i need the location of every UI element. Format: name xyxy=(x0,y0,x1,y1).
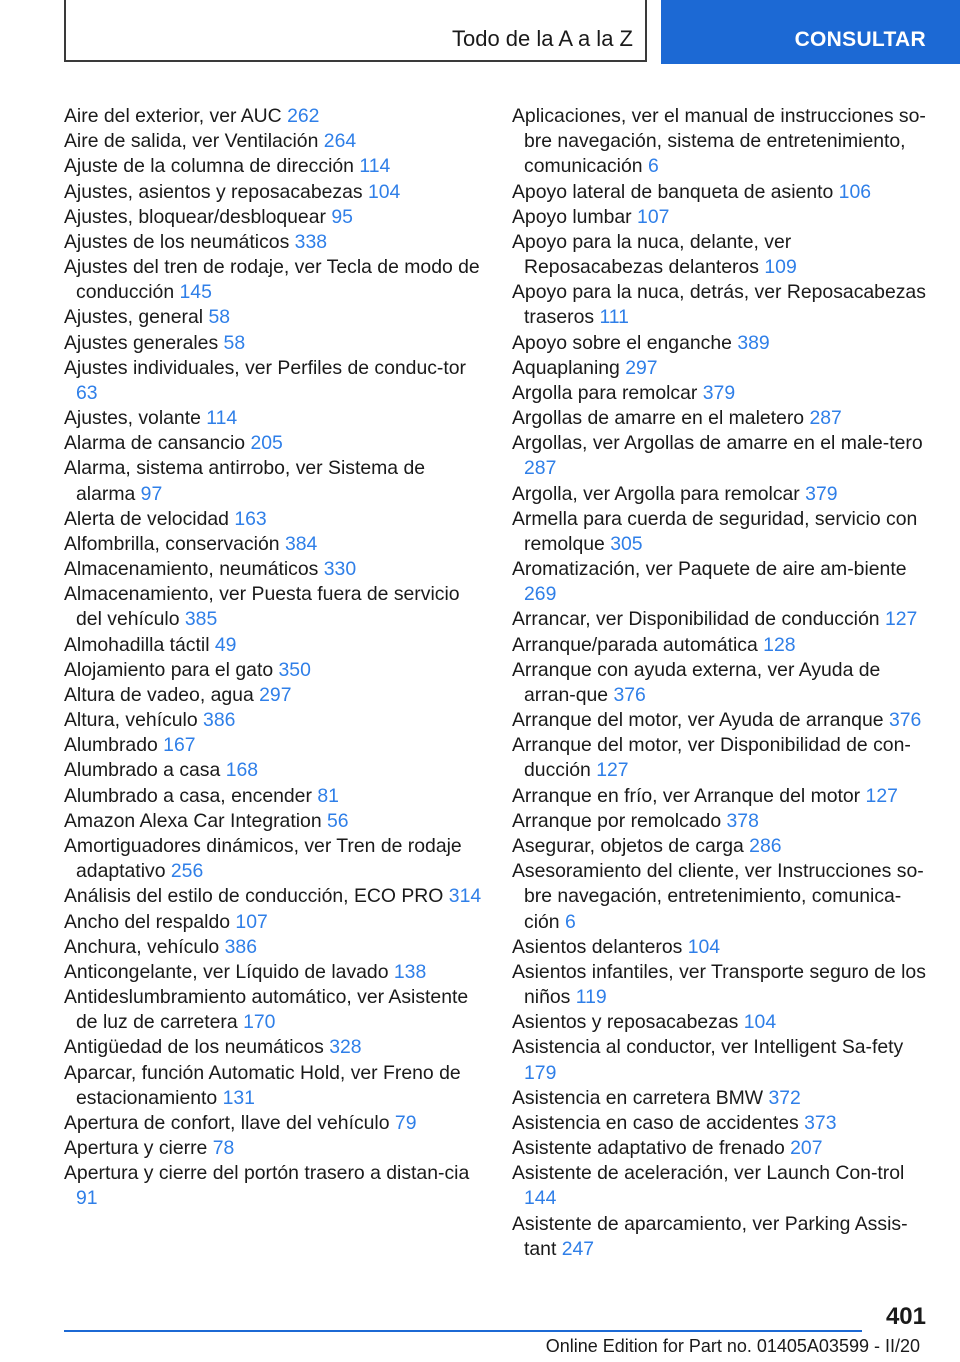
page-reference-link[interactable]: 297 xyxy=(625,356,658,379)
index-entry-term: Arranque del motor, ver Disponibilidad de con‐ducción xyxy=(512,734,911,782)
index-entry-term: Arranque en frío, ver Arranque del motor xyxy=(512,784,861,807)
index-entry xyxy=(64,758,482,783)
index-entry-term: Ajustes generales xyxy=(64,331,219,354)
index-entry-term: Ancho del respaldo xyxy=(64,910,231,933)
index-entry xyxy=(64,658,482,683)
index-entry-term: Alarma, sistema antirrobo, ver Sistema de alarma xyxy=(64,457,426,505)
index-entry-term: Apoyo para la nuca, delante, ver Reposacabezas delanteros xyxy=(512,230,792,279)
index-entry xyxy=(64,507,482,532)
index-entry xyxy=(64,1136,482,1161)
index-entry-term: Alojamiento para el gato xyxy=(64,658,274,681)
page-reference-link[interactable]: 107 xyxy=(637,205,670,228)
page-reference-link[interactable]: 104 xyxy=(743,1011,777,1034)
index-entry-term: Apoyo lateral de banqueta de asiento xyxy=(512,180,834,203)
page-reference-link[interactable]: 145 xyxy=(179,281,212,304)
index-entry xyxy=(512,280,932,330)
page-reference-link[interactable]: 111 xyxy=(599,306,629,329)
index-entry xyxy=(64,532,482,557)
index-entry-term: Amortiguadores dinámicos, ver Tren de rodaje adaptativo xyxy=(64,834,462,883)
index-entry-term: Anchura, vehículo xyxy=(64,935,220,958)
index-entry xyxy=(512,1136,932,1161)
index-entry xyxy=(512,607,932,632)
page-reference-link[interactable]: 379 xyxy=(805,482,838,505)
page-reference-link[interactable]: 104 xyxy=(687,935,721,958)
page-reference-link[interactable]: 49 xyxy=(214,633,237,656)
index-entry-term: Apoyo para la nuca, detrás, ver Reposacabezas traseros xyxy=(512,281,926,329)
page-reference-link[interactable]: 104 xyxy=(367,180,401,203)
page-reference-link[interactable]: 269 xyxy=(524,583,557,606)
page-reference-link[interactable]: 256 xyxy=(170,860,204,883)
index-entry xyxy=(64,960,482,985)
index-entry xyxy=(64,1061,482,1111)
page-reference-link[interactable]: 372 xyxy=(768,1086,801,1109)
page-reference-link[interactable]: 179 xyxy=(524,1061,557,1084)
page-reference-link[interactable]: 328 xyxy=(329,1036,362,1059)
index-entry-term: Argolla para remolcar xyxy=(512,381,698,404)
page-reference-link[interactable]: 95 xyxy=(331,205,353,228)
index-entry xyxy=(64,129,482,154)
page-reference-link[interactable]: 389 xyxy=(737,331,770,354)
index-entry xyxy=(512,658,932,708)
index-entry xyxy=(512,1212,932,1262)
index-entry xyxy=(512,230,932,280)
index-entry xyxy=(512,507,932,557)
index-entry xyxy=(64,582,482,632)
page-header xyxy=(0,0,960,66)
index-entry-term: Ajustes, asientos y reposacabezas xyxy=(64,180,363,203)
page-reference-link[interactable]: 56 xyxy=(327,809,349,832)
index-entry-term: Almacenamiento, neumáticos xyxy=(64,558,319,581)
index-entry xyxy=(512,733,932,783)
page-reference-link[interactable]: 119 xyxy=(575,986,607,1009)
index-entry-term: Arrancar, ver Disponibilidad de conducción xyxy=(512,608,880,631)
index-entry xyxy=(64,633,482,658)
index-entry-term: Aplicaciones, ver el manual de instrucciones so‐bre navegación, sistema de entretenimiento, comunicación xyxy=(512,105,926,178)
index-entry xyxy=(64,406,482,431)
index-entry-term: Ajustes, volante xyxy=(64,407,201,430)
chapter-tab-label: CONSULTAR xyxy=(794,28,926,51)
index-entry-term: Amazon Alexa Car Integration xyxy=(64,809,322,832)
index-entry-term: Arranque por remolcado xyxy=(512,809,722,832)
page-reference-link[interactable]: 91 xyxy=(76,1187,98,1210)
index-entry xyxy=(64,205,482,230)
page-reference-link[interactable]: 58 xyxy=(208,306,231,329)
index-entry-term: Arranque con ayuda externa, ver Ayuda de arran‐que xyxy=(512,658,881,706)
index-entry xyxy=(64,104,482,129)
index-entry xyxy=(64,985,482,1035)
index-entry xyxy=(64,557,482,582)
page-reference-link[interactable]: 6 xyxy=(647,155,659,178)
page-reference-link[interactable]: 114 xyxy=(359,155,391,178)
page-reference-link[interactable]: 264 xyxy=(323,130,357,153)
index-entry-term: Asistencia en caso de accidentes xyxy=(512,1111,799,1134)
page-reference-link[interactable]: 168 xyxy=(225,759,259,782)
page-reference-link[interactable]: 127 xyxy=(884,608,918,631)
index-entry xyxy=(512,557,932,607)
index-entry xyxy=(64,331,482,356)
index-entry xyxy=(512,205,932,230)
index-entry-term: Alumbrado a casa xyxy=(64,759,221,782)
page-reference-link[interactable]: 167 xyxy=(163,734,196,757)
index-entry xyxy=(64,784,482,809)
page-reference-link[interactable]: 107 xyxy=(235,910,268,933)
index-entry xyxy=(64,910,482,935)
index-entry xyxy=(512,859,932,935)
page-reference-link[interactable]: 379 xyxy=(702,381,736,404)
index-entry-term: Ajustes individuales, ver Perfiles de conduc‐tor xyxy=(64,356,467,379)
page-reference-link[interactable]: 287 xyxy=(809,407,842,430)
index-entry xyxy=(64,733,482,758)
section-tab-label: Todo de la A a la Z xyxy=(451,26,633,51)
index-entry xyxy=(512,482,932,507)
index-entry-term: Asistente adaptativo de frenado xyxy=(512,1137,785,1160)
index-entry xyxy=(512,1035,932,1085)
index-entry-term: Asientos y reposacabezas xyxy=(512,1011,739,1034)
page-reference-link[interactable]: 386 xyxy=(203,709,236,732)
index-entry-term: Almacenamiento, ver Puesta fuera de servicio del vehículo xyxy=(64,583,460,631)
page-reference-link[interactable]: 163 xyxy=(234,507,267,530)
index-entry xyxy=(64,1035,482,1060)
index-entry-term: Asistencia al conductor, ver Intelligent Sa‐fety xyxy=(512,1036,904,1059)
index-entry-term: Aquaplaning xyxy=(512,356,620,379)
index-column-right xyxy=(512,104,932,1262)
edition-note: Online Edition for Part no. 01405A03599 - II/20 xyxy=(545,1336,920,1356)
index-entry-term: Alerta de velocidad xyxy=(64,507,229,530)
index-entry-term: Alarma de cansancio xyxy=(64,432,246,455)
index-entry xyxy=(512,834,932,859)
index-entry-term: Alumbrado xyxy=(64,734,158,757)
page-reference-link[interactable]: 314 xyxy=(448,885,482,908)
index-entry-term: Antideslumbramiento automático, ver Asistente de luz de carretera xyxy=(64,986,469,1034)
page-reference-link[interactable]: 81 xyxy=(317,784,339,807)
index-entry xyxy=(512,935,932,960)
index-entry xyxy=(64,431,482,456)
page-reference-link[interactable]: 106 xyxy=(838,180,872,203)
index-entry-term: Asientos delanteros xyxy=(512,935,683,958)
index-entry-term: Apertura y cierre xyxy=(64,1137,208,1160)
index-entry-term: Aire del exterior, ver AUC xyxy=(64,105,282,127)
page-reference-link[interactable]: 297 xyxy=(259,683,292,706)
index-entry xyxy=(512,708,932,733)
footer-divider xyxy=(64,1330,862,1332)
index-entry-term: Apertura de confort, llave del vehículo xyxy=(64,1111,390,1134)
page-reference-link[interactable]: 63 xyxy=(76,381,98,404)
index-entry xyxy=(64,230,482,255)
index-entry-term: Aire de salida, ver Ventilación xyxy=(64,130,319,153)
index-entry-term: Aparcar, función Automatic Hold, ver Freno de estacionamiento xyxy=(64,1061,461,1109)
page-reference-link[interactable]: 376 xyxy=(888,709,922,732)
page-reference-link[interactable]: 350 xyxy=(278,658,311,681)
index-entry xyxy=(64,305,482,330)
page-reference-link[interactable]: 170 xyxy=(243,1011,276,1034)
index-entry-term: Arranque/parada automática xyxy=(512,633,758,656)
index-entry-term: Anticongelante, ver Líquido de lavado xyxy=(64,960,389,983)
index-entry-term: Asientos infantiles, ver Transporte seguro de los niños xyxy=(512,960,926,1009)
chapter-tab[interactable] xyxy=(661,0,960,64)
page-reference-link[interactable]: 128 xyxy=(763,633,796,656)
index-entry-term: Asesoramiento del cliente, ver Instrucciones so‐bre navegación, entretenimiento, comunica‐ción xyxy=(512,860,924,933)
index-entry-term: Ajuste de la columna de dirección xyxy=(64,155,354,178)
page-reference-link[interactable]: 127 xyxy=(865,784,898,807)
index-entry-term: Apertura y cierre del portón trasero a distan‐cia xyxy=(64,1162,470,1185)
index-column-left xyxy=(64,104,482,1212)
index-entry xyxy=(512,406,932,431)
index-entry xyxy=(512,1086,932,1111)
page-reference-link[interactable]: 373 xyxy=(804,1111,837,1134)
page-reference-link[interactable]: 305 xyxy=(610,532,643,555)
page-reference-link[interactable]: 262 xyxy=(287,105,320,127)
index-entry xyxy=(64,935,482,960)
index-entry xyxy=(64,154,482,179)
index-entry xyxy=(512,960,932,1010)
index-entry-term: Alumbrado a casa, encender xyxy=(64,784,312,807)
page-reference-link[interactable]: 287 xyxy=(524,457,557,480)
index-entry-term: Apoyo lumbar xyxy=(512,205,632,228)
index-entry-term: Aromatización, ver Paquete de aire am‐biente xyxy=(512,558,907,581)
page-reference-link[interactable]: 6 xyxy=(564,910,576,933)
index-entry-term: Arranque del motor, ver Ayuda de arranque xyxy=(512,709,884,732)
index-entry-term: Asistente de aceleración, ver Launch Con‐trol xyxy=(512,1162,905,1185)
page-reference-link[interactable]: 385 xyxy=(184,608,218,631)
index-entry-term: Armella para cuerda de seguridad, servicio con remolque xyxy=(512,507,918,555)
index-entry-term: Asistencia en carretera BMW xyxy=(512,1086,764,1109)
index-entry-term: Antigüedad de los neumáticos xyxy=(64,1036,324,1059)
index-entry xyxy=(64,1111,482,1136)
page-reference-link[interactable]: 58 xyxy=(223,331,246,354)
page-reference-link[interactable]: 97 xyxy=(140,482,163,505)
index-entry-term: Almohadilla táctil xyxy=(64,633,210,656)
index-entry xyxy=(512,633,932,658)
page-reference-link[interactable]: 330 xyxy=(323,558,357,581)
index-entry-term: Análisis del estilo de conducción, ECO PRO xyxy=(64,885,444,908)
index-entry xyxy=(512,104,932,180)
index-entry xyxy=(512,784,932,809)
index-entry xyxy=(512,809,932,834)
index-entry-term: Argollas, ver Argollas de amarre en el male‐tero xyxy=(512,432,923,455)
index-entry xyxy=(64,884,482,909)
index-entry xyxy=(64,809,482,834)
page-reference-link[interactable]: 138 xyxy=(393,960,427,983)
section-tab[interactable] xyxy=(64,0,647,62)
index-entry xyxy=(512,180,932,205)
page-reference-link[interactable]: 378 xyxy=(726,809,759,832)
index-entry xyxy=(512,1111,932,1136)
page-reference-link[interactable]: 114 xyxy=(206,407,238,430)
index-entry-term: Asistente de aparcamiento, ver Parking Assis‐tant xyxy=(512,1212,908,1260)
index-entry xyxy=(512,356,932,381)
index-entry xyxy=(512,431,932,481)
index-entry-term: Ajustes de los neumáticos xyxy=(64,230,290,253)
page-reference-link[interactable]: 144 xyxy=(524,1187,557,1210)
page-reference-link[interactable]: 247 xyxy=(561,1237,595,1260)
index-entry-term: Ajustes, general xyxy=(64,306,204,329)
index-entry-term: Alfombrilla, conservación xyxy=(64,532,280,555)
page-reference-link[interactable]: 207 xyxy=(790,1137,823,1160)
page-reference-link[interactable]: 131 xyxy=(222,1086,255,1109)
page-reference-link[interactable]: 384 xyxy=(284,532,318,555)
index-entry-term: Ajustes, bloquear/desbloquear xyxy=(64,205,326,228)
index-entry-term: Altura, vehículo xyxy=(64,709,198,732)
page-reference-link[interactable]: 79 xyxy=(394,1111,417,1134)
page-reference-link[interactable]: 286 xyxy=(749,834,782,857)
index-entry-term: Asegurar, objetos de carga xyxy=(512,834,744,857)
index-entry-term: Argollas de amarre en el maletero xyxy=(512,407,805,430)
page-reference-link[interactable]: 109 xyxy=(764,256,797,279)
index-entry-term: Altura de vadeo, agua xyxy=(64,683,254,706)
index-entry xyxy=(512,331,932,356)
index-entry xyxy=(64,708,482,733)
index-entry-term: Apoyo sobre el enganche xyxy=(512,331,732,354)
index-entry-term: Ajustes del tren de rodaje, ver Tecla de modo de conducción xyxy=(64,256,480,304)
index-entry xyxy=(64,456,482,506)
index-entry xyxy=(64,683,482,708)
index-entry xyxy=(512,1161,932,1211)
index-entry xyxy=(64,1161,482,1211)
index-entry xyxy=(64,834,482,884)
index-entry xyxy=(512,381,932,406)
index-entry xyxy=(512,1010,932,1035)
page-reference-link[interactable]: 386 xyxy=(224,935,257,958)
page-reference-link[interactable]: 338 xyxy=(294,230,328,253)
page-reference-link[interactable]: 127 xyxy=(596,759,629,782)
page-reference-link[interactable]: 205 xyxy=(250,432,283,455)
page-reference-link[interactable]: 376 xyxy=(613,683,646,706)
page-number: 401 xyxy=(885,1303,926,1330)
page-reference-link[interactable]: 78 xyxy=(212,1137,235,1160)
index-entry xyxy=(64,356,482,406)
index-entry xyxy=(64,255,482,305)
index-entry-term: Argolla, ver Argolla para remolcar xyxy=(512,482,800,505)
index-entry xyxy=(64,180,482,205)
